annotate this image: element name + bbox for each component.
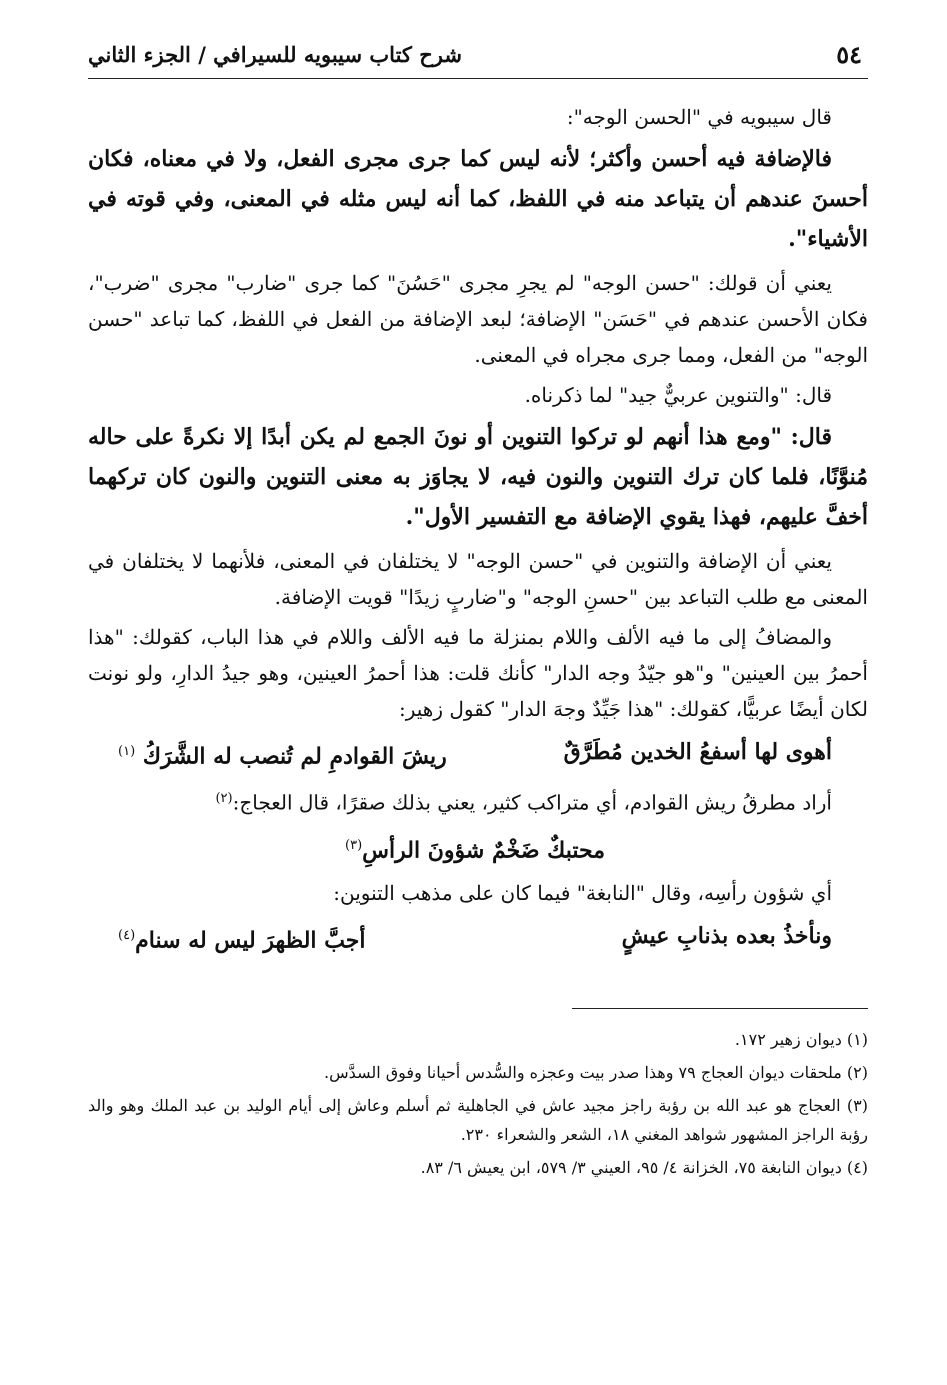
verse-text: ونأخذُ بعده بذنابِ عيشٍ (621, 923, 832, 950)
poetry-verse (118, 915, 832, 961)
paragraph: أي شؤون رأسِه، وقال "النابغة" فيما كان على مذهب التنوين: (333, 881, 832, 906)
paragraph: يعني أن الإضافة والتنوين في "حسن الوجه" لا يختلفان في المعنى، فلأنهما لا يختلفان في المعنى مع طلب التباعد بين "حسنِ الوجه" و"ضاربٍ زيدًا" قويت الإضافة. (88, 549, 868, 609)
verse-line (345, 825, 605, 871)
poetry-verse (118, 825, 832, 871)
paragraph: قال: "والتنوين عربيٌّ جيد" لما ذكرناه. (524, 383, 832, 407)
paragraph (88, 781, 868, 821)
footnotes (88, 1025, 868, 1182)
verse-text: أجبَّ الظهرَ ليس له سنام (135, 927, 366, 954)
main-text (88, 99, 868, 962)
paragraph-text: أراد مطرقُ ريش القوادم، أي متراكب كثير، يعني بذلك صقرًا، قال العجاج: (232, 790, 832, 815)
footnote-marker: (٣) (345, 837, 363, 853)
verse-second-hemistich (118, 915, 366, 961)
footnote: (٤) ديوان النابغة ٧٥، الخزانة ٤/ ٩٥، العيني ٣/ ٥٧٩، ابن يعيش ٦/ ٨٣. (420, 1157, 868, 1177)
footnote: (١) ديوان زهير ١٧٢. (734, 1029, 868, 1049)
verse-text: محتبكٌ ضَخْمٌ شؤونَ الرأسِ (362, 837, 605, 864)
footnote-marker: (١) (118, 744, 136, 759)
quoted-text: فالإضافة فيه أحسن وأكثر؛ لأنه ليس كما جرى مجرى الفعل، ولا في معناه، فكان أحسنَ عندهم أن يتباعد منه في اللفظ، كما أنه ليس مثله في المعنى، وفي قوته في الأشياء". (88, 146, 868, 252)
page-header (88, 38, 868, 79)
document-page (88, 38, 868, 1186)
footnote-marker: (٤) (118, 928, 136, 944)
paragraph: يعني أن قولك: "حسن الوجه" لم يجرِ مجرى "حَسُنَ" كما جرى "ضارب" مجرى "ضرب"، فكان الأحسن عندهم في "حَسَن" الإضافة؛ لبعد الإضافة من الفعل في اللفظ، كما تباعد "حسن الوجه" من الفعل، ومما جرى مجراه في المعنى. (88, 271, 868, 367)
verse-text: أهوى لها أسفعُ الخدين مُطَرَّقٌ (563, 739, 832, 765)
verse-text: ريشَ القوادمِ لم تُنصب له الشَّرَكُ (142, 743, 447, 770)
paragraph: والمضافُ إلى ما فيه الألف واللام بمنزلة ما فيه الألف واللام في هذا الباب، كقولك: "هذا أحمرُ بين العينين" و"هو جيّدُ وجه الدار" كأنك قلت: هذا أحمرُ العينين، وهو جيدُ الدارِ، ولو نونت لكان أيضًا عربيًّا، كقولك: "هذا جَيِّدٌ وجهَ الدار" كقول زهير: (88, 625, 868, 721)
footnote-marker: (٢) (215, 791, 233, 807)
page-number: ٥٤ (836, 40, 862, 69)
footnote: (٣) العجاج هو عبد الله بن رؤبة راجز مجيد عاش في الجاهلية ثم أسلم وعاش إلى أيام الوليد بن عبد الملك وهو والد رؤبة الراجز المشهور شواهد المغني ١٨، الشعر والشعراء ٢٣٠. (88, 1095, 868, 1144)
footnote-divider (572, 1008, 868, 1009)
poetry-verse (118, 731, 832, 777)
quoted-text: قال: "ومع هذا أنهم لو تركوا التنوين أو نونَ الجمع لم يكن أبدًا إلا نكرةً على حاله مُنوَّنًا، فلما كان ترك التنوين والنون فيه، لا يجاوَز به معنى التنوين والنون كان تركهما أخفَّ عليهم، فهذا يقوي الإضافة مع التفسير الأول". (88, 424, 868, 530)
verse-second-hemistich (118, 731, 447, 777)
paragraph: قال سيبويه في "الحسن الوجه": (566, 105, 832, 129)
running-title: شرح كتاب سيبويه للسيرافي / الجزء الثاني (88, 42, 462, 67)
verse-first-hemistich (622, 915, 832, 961)
footnote: (٢) ملحقات ديوان العجاج ٧٩ وهذا صدر بيت وعجزه والسُّدس أحيانا وفوق السدَّس. (324, 1062, 868, 1082)
verse-first-hemistich (564, 731, 832, 777)
